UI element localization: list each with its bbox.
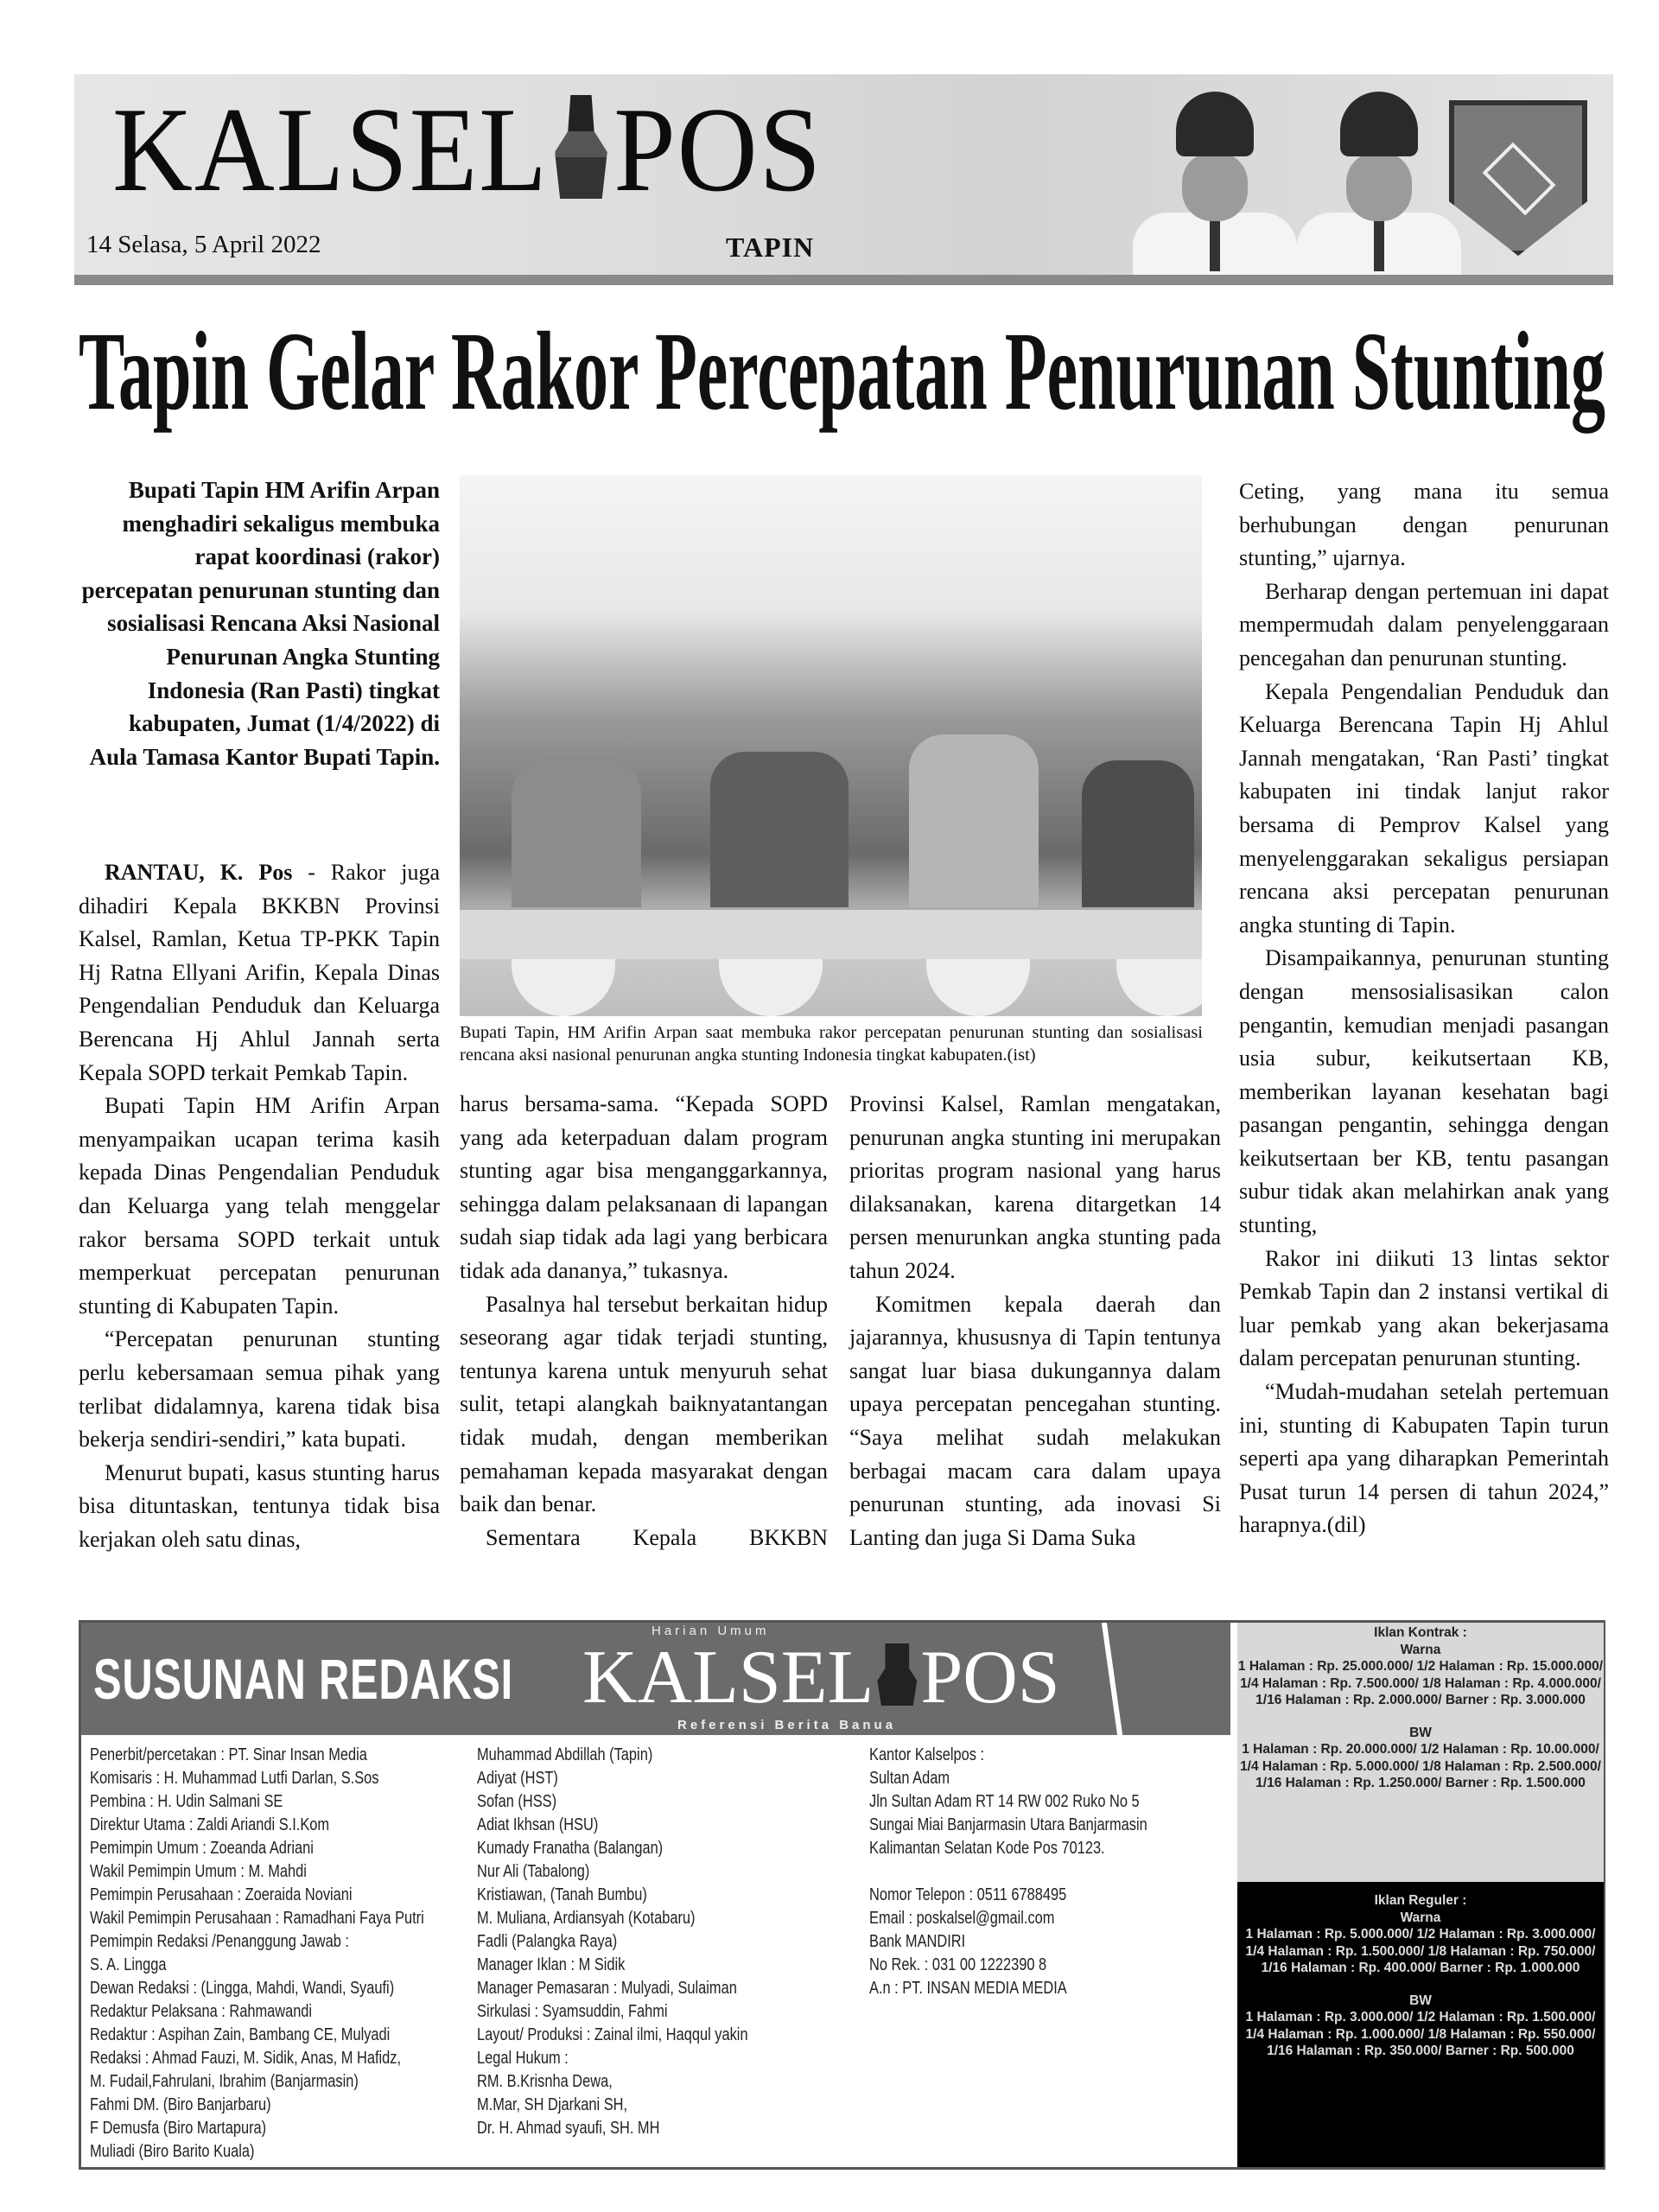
page-header-banner xyxy=(74,74,1613,285)
staff-line: Jln Sultan Adam RT 14 RW 002 Ruko No 5 xyxy=(869,1792,1140,1811)
staff-line: Direktur Utama : Zaldi Ariandi S.I.Kom xyxy=(90,1815,330,1834)
editorial-staff-list-2 xyxy=(477,1744,748,2140)
staff-line: Fahmi DM. (Biro Banjarbaru) xyxy=(90,2095,271,2114)
staff-line: Dr. H. Ahmad syaufi, SH. MH xyxy=(477,2119,660,2138)
staff-line: Penerbit/percetakan : PT. Sinar Insan Media xyxy=(90,1745,367,1764)
paragraph: Berharap dengan pertemuan ini dapat mempermudah dalam penyelenggaraan pencegahan dan penurunan stunting. xyxy=(1239,578,1609,671)
paragraph: Kepala Pengendalian Penduduk dan Keluarga Berencana Tapin Hj Ahlul Jannah mengatakan, ‘Ran Pasti’ tingkat kabupaten ini tindak lanjut rakor bersama di Pemprov Kalsel yang menyelenggarakan sekaligus persiapan rencana aksi percepatan penurunan angka stunting di Tapin. xyxy=(1239,678,1609,938)
article-column-3 xyxy=(849,1088,1221,1554)
staff-line: Kristiawan, (Tanah Bumbu) xyxy=(477,1885,647,1904)
staff-line: Pemimpin Umum : Zoeanda Adriani xyxy=(90,1839,314,1858)
article-column-1 xyxy=(79,856,440,1556)
staff-line: M. Fudail,Fahrulani, Ibrahim (Banjarmasin) xyxy=(90,2072,359,2091)
issue-date: 14 Selasa, 5 April 2022 xyxy=(86,231,321,258)
paragraph: harus bersama-sama. “Kepada SOPD yang ada keterpaduan dalam program stunting agar bisa menganggarkannya, sehingga dalam pelaksanaan di lapangan sudah siap tidak ada lagi yang berbicara tidak ada dananya,” tukasnya. xyxy=(460,1091,828,1283)
staff-line: F Demusfa (Biro Martapura) xyxy=(90,2119,267,2138)
paragraph: Menurut bupati, kasus stunting harus bisa dituntaskan, tentunya tidak bisa kerjakan oleh satu dinas, xyxy=(79,1459,440,1552)
paragraph: Disampaikannya, penurunan stunting dengan mensosialisasikan calon pengantin, kemudian menjadi pasangan usia subur, keikutsertaan KB, memberikan layanan kesehatan bagi pasangan pengantin, sehingga dengan keikutsertaan ber KB, tentu pasangan subur tidak akan melahirkan anak yang stunting, xyxy=(1239,945,1609,1238)
editorial-title: SUSUNAN REDAKSI xyxy=(93,1647,513,1711)
staff-line: Nomor Telepon : 0511 6788495 xyxy=(869,1885,1067,1904)
staff-line: Email : poskalsel@gmail.com xyxy=(869,1909,1055,1928)
staff-line: Sofan (HSS) xyxy=(477,1792,557,1811)
paragraph: Bupati Tapin HM Arifin Arpan menyampaikan ucapan terima kasih kepada Dinas Pengendalian Penduduk dan Keluarga yang telah menggelar rakor bersama SOPD terkait untuk memperkuat percepatan penurunan stunting di Kabupaten Tapin. xyxy=(79,1093,440,1319)
editorial-header-bar xyxy=(81,1623,1230,1735)
staff-line: M.Mar, SH Djarkani SH, xyxy=(477,2095,628,2114)
staff-line: Sirkulasi : Syamsuddin, Fahmi xyxy=(477,2002,668,2021)
paragraph: “Percepatan penurunan stunting perlu kebersamaan semua pihak yang terlibat didalamnya, karena tidak bisa bekerja sendiri-sendiri,” kata bupati. xyxy=(79,1326,440,1452)
paragraph: RANTAU, K. Pos - Rakor juga dihadiri Kepala BKKBN Provinsi Kalsel, Ramlan, Ketua TP-PKK Tapin Hj Ratna Ellyani Arifin, Kepala Dinas Pengendalian Penduduk dan Keluarga Berencana Hj Ahlul Jannah serta Kepala SOPD terkait Pemkab Tapin. xyxy=(79,860,440,1085)
staff-line: Redaktur Pelaksana : Rahmawandi xyxy=(90,2002,313,2021)
staff-line: Pembina : H. Udin Salmani SE xyxy=(90,1792,283,1811)
headline: Tapin Gelar Rakor Percepatan Penurunan Stunting xyxy=(79,309,1605,434)
emblem-icon xyxy=(877,1643,917,1706)
staff-line: Kalimantan Selatan Kode Pos 70123. xyxy=(869,1839,1105,1858)
rate-text: 1 Halaman : Rp. 3.000.000/ 1/2 Halaman : Rp. 1.500.000/ 1/4 Halaman : Rp. 1.000.000/ 1/8 Halaman : Rp. 550.000/ 1/16 Halaman : Rp. 350.000/ Barner : Rp. 500.000 xyxy=(1245,2010,1596,2058)
staff-line: Redaksi : Ahmad Fauzi, M. Sidik, Anas, M Hafidz, xyxy=(90,2049,402,2068)
office-contact-info xyxy=(869,1744,1147,2000)
article-column-2 xyxy=(460,1088,828,1554)
staff-line: Wakil Pemimpin Umum : M. Mahdi xyxy=(90,1862,307,1881)
paragraph: Pasalnya hal tersebut berkaitan hidup seseorang agar tidak terjadi stunting, tentunya karena untuk menyuruh sehat sulit, tetapi alangkah baiknyatantangan tidak mudah, dengan memberikan pemahaman kepada masyarakat dengan baik dan benar. xyxy=(460,1291,828,1517)
rate-heading: Iklan Reguler : xyxy=(1374,1893,1467,1908)
rate-label: Warna xyxy=(1400,1642,1441,1657)
staff-line: Muhammad Abdillah (Tapin) xyxy=(477,1745,653,1764)
contract-ad-rates xyxy=(1237,1623,1604,1882)
staff-line: RM. B.Krisnha Dewa, xyxy=(477,2072,613,2091)
editorial-box xyxy=(79,1620,1605,2170)
paragraph: Sementara Kepala BKKBN xyxy=(486,1524,828,1550)
staff-line: Kantor Kalselpos : xyxy=(869,1745,985,1764)
logo-tagline: Referensi Berita Banua xyxy=(677,1718,897,1732)
staff-line: Kumady Franatha (Balangan) xyxy=(477,1839,664,1858)
staff-line: M. Muliana, Ardiansyah (Kotabaru) xyxy=(477,1909,696,1928)
staff-line: Muliadi (Biro Barito Kuala) xyxy=(90,2142,255,2161)
staff-line: Bank MANDIRI xyxy=(869,1932,966,1951)
section-label: TAPIN xyxy=(726,232,815,263)
emblem-icon xyxy=(555,95,607,199)
staff-line: Wakil Pemimpin Perusahaan : Ramadhani Faya Putri xyxy=(90,1909,424,1928)
staff-line: No Rek. : 031 00 1222390 8 xyxy=(869,1955,1047,1974)
official-portrait xyxy=(1128,92,1301,275)
article-column-4 xyxy=(1239,475,1609,1542)
staff-line: Pemimpin Redaksi /Penanggung Jawab : xyxy=(90,1932,349,1951)
rate-label: Warna xyxy=(1400,1910,1441,1925)
staff-line: Redaktur : Aspihan Zain, Bambang CE, Mulyadi xyxy=(90,2025,391,2044)
dateline: RANTAU, K. Pos xyxy=(105,860,293,885)
logo-kicker: Harian Umum xyxy=(652,1624,770,1638)
article-photo xyxy=(460,475,1202,1016)
paragraph: Rakor ini diikuti 13 lintas sektor Pemkab Tapin dan 2 instansi vertikal di luar pemkab yang akan bekerjasama dalam percepatan penurunan stunting. xyxy=(1239,1245,1609,1371)
official-portrait xyxy=(1293,92,1465,275)
regular-ad-rates xyxy=(1237,1882,1604,2167)
paragraph: Provinsi Kalsel, Ramlan mengatakan, penurunan angka stunting ini merupakan prioritas program nasional yang harus dilaksanakan, karena ditargetkan 14 persen menurunkan angka stunting pada tahun 2024. xyxy=(849,1091,1221,1283)
staff-line: Adiyat (HST) xyxy=(477,1769,558,1788)
staff-line xyxy=(869,1860,1147,1884)
editorial-staff-list-1 xyxy=(90,1744,424,2164)
staff-line: A.n : PT. INSAN MEDIA MEDIA xyxy=(869,1979,1067,1998)
staff-line: Dewan Redaksi : (Lingga, Mahdi, Wandi, Syaufi) xyxy=(90,1979,395,1998)
staff-line: Fadli (Palangka Raya) xyxy=(477,1932,618,1951)
rate-text: 1 Halaman : Rp. 5.000.000/ 1/2 Halaman : Rp. 3.000.000/ 1/4 Halaman : Rp. 1.500.000/ 1/8 Halaman : Rp. 750.000/ 1/16 Halaman : Rp. 400.000/ Barner : Rp. 1.000.000 xyxy=(1245,1927,1596,1975)
ad-rates-panel xyxy=(1237,1623,1604,2167)
staff-line: Adiat Ikhsan (HSU) xyxy=(477,1815,599,1834)
photo-caption: Bupati Tapin, HM Arifin Arpan saat membuka rakor percepatan penurunan stunting dan sosialisasi rencana aksi nasional penurunan angka stunting Indonesia tingkat kabupaten.(ist) xyxy=(460,1023,1203,1065)
staff-line: Komisaris : H. Muhammad Lutfi Darlan, S.Sos xyxy=(90,1769,379,1788)
staff-line: Nur Ali (Tabalong) xyxy=(477,1862,590,1881)
paragraph: Ceting, yang mana itu semua berhubungan dengan penurunan stunting,” ujarnya. xyxy=(1239,479,1609,571)
paragraph: “Mudah-mudahan setelah pertemuan ini, stunting di Kabupaten Tapin turun seperti apa yang diharapkan Pemerintah Pusat turun 14 persen di tahun 2024,” harapnya.(dil) xyxy=(1239,1379,1609,1538)
staff-line: Sungai Miai Banjarmasin Utara Banjarmasin xyxy=(869,1815,1147,1834)
staff-line: S. A. Lingga xyxy=(90,1955,167,1974)
regency-crest-icon xyxy=(1449,100,1587,256)
rate-label: BW xyxy=(1409,1993,1432,2008)
staff-line: Layout/ Produksi : Zainal ilmi, Haqqul yakin xyxy=(477,2025,748,2044)
staff-line: Legal Hukum : xyxy=(477,2049,569,2068)
staff-line: Manager Iklan : M Sidik xyxy=(477,1955,626,1974)
staff-line: Pemimpin Perusahaan : Zoeraida Noviani xyxy=(90,1885,353,1904)
masthead-logo: KALSEL POS xyxy=(112,83,823,217)
rate-text: 1 Halaman : Rp. 20.000.000/ 1/2 Halaman : Rp. 10.00.000/ 1/4 Halaman : Rp. 5.000.000/ 1/8 Halaman : Rp. 2.500.000/ 1/16 Halaman : Rp. 1.250.000/ Barner : Rp. 1.500.000 xyxy=(1240,1742,1601,1790)
staff-line: Manager Pemasaran : Mulyadi, Sulaiman xyxy=(477,1979,737,1998)
paragraph: Komitmen kepala daerah dan jajarannya, khususnya di Tapin tentunya sangat luar biasa dukungannya dalam upaya percepatan pencegahan stunting. “Saya melihat sudah melakukan berbagai macam cara dalam upaya penurunan stunting, ada inovasi Si Lanting dan juga Si Dama Suka xyxy=(849,1291,1221,1550)
editorial-logo: KALSEL POS xyxy=(582,1636,1060,1719)
staff-line: Sultan Adam xyxy=(869,1769,950,1788)
rate-text: 1 Halaman : Rp. 25.000.000/ 1/2 Halaman : Rp. 15.000.000/ 1/4 Halaman : Rp. 7.500.000/ 1/8 Halaman : Rp. 4.000.000/ 1/16 Halaman : Rp. 2.000.000/ Barner : Rp. 3.000.000 xyxy=(1237,1659,1604,1707)
rate-label: BW xyxy=(1409,1725,1432,1740)
article-lead: Bupati Tapin HM Arifin Arpan menghadiri sekaligus membuka rapat koordinasi (rakor) percepatan penurunan stunting dan sosialisasi Rencana Aksi Nasional Penurunan Angka Stunting Indonesia (Ran Pasti) tingkat kabupaten, Jumat (1/4/2022) di Aula Tamasa Kantor Bupati Tapin. xyxy=(81,477,440,770)
rate-heading: Iklan Kontrak : xyxy=(1374,1625,1467,1640)
